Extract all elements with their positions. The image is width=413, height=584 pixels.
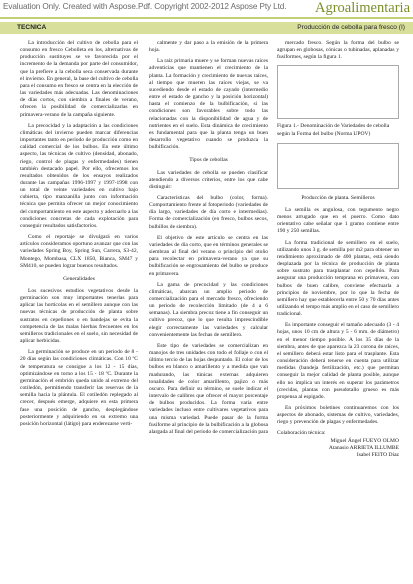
publication-brand: Agroalimentaria: [314, 0, 410, 16]
section-heading-produccion: Producción de planta. Semilleros: [301, 194, 375, 201]
author-line: Atanasio ARRIETA ILLUMBE: [328, 444, 399, 451]
section-header-bar: [0, 22, 413, 34]
figure-1-placeholder: [277, 65, 399, 119]
paragraph: calmente y dar paso a la emisión de la primera hoja.: [149, 40, 268, 54]
paragraph: Es importante conseguir el tamaño adecuado (3 - 4 hojas, unos 10 cm de altura y 5 - 6 mm. de diámetro) en el menor tiempo posible. A los 35 días de la siembra, antes de que aparezca la 23 corona de raíces, el semillero deberá estar listo para el trasplante. Esta consideración deberá tenerse en cuenta para utilizar medidas (bandeja fertilización, etc.) que permitan conseguir la mejor calidad de planta posible, aunque ello no implica un interés en superar los parámetros (crecidas, plantas con pseudotallo grueso es más propensa al espigado.: [277, 322, 399, 400]
paragraph: La precocidad y la adaptación a las condiciones climáticas del invierno pueden marcar diferencias importantes tanto en periodo de producción como en calidad comercial de los bulbos. En este último aspecto, las técnicas de cultivo (densidad, abonado, riego, control de plagas y enfermedades) tienen también destacado papel. Por ello, ofrecemos los resultados obtenidos de los ensayos realizados durante las campañas 1996-1997 y 1997-1998 con un total de veinte variedades en cultivo bajo cubierta, tipo manzanilla junto con información técnica que permita ofrecer un mejor conocimiento del comportamiento en este aspecto y adecuarlo a las condiciones concretas de cada explotación para conseguir resultados satisfactorios.: [20, 122, 138, 229]
text-column-3: [277, 40, 399, 459]
section-label: TECNICA: [17, 24, 47, 31]
paragraph: La raíz primaria muere y se forman nuevas raíces adventicias que mantienen el crecimiento de la planta. La formación y crecimiento de nuevas raíces, al tiempo que mueren las raíces viejas, se va sucediendo desde el estado de cayado (intermedio entre el estado de gancho y la posición horizontal) hasta el comienzo de la bulbificación, si las condiciones son favorables sobre todo las relacionadas con la disponibilidad de agua y de nutrientes en el suelo. Esta dinámica de crecimiento es fundamental para que la planta tenga un buen desarrollo vegetativo cuando se produzca la bulbificación.: [149, 58, 268, 151]
page-title: Producción de cebolla para fresco (I): [297, 24, 405, 31]
paragraph: Este tipo de variedades se comercializan en manojos de tres unidades con todo el follaje o con el último tercio de las hojas despuntado. El color de los bulbos en blanco o amarillento y a medida que van madurando, las túnicas externas adquieren tonalidades de color amarillento, pajizo o más oscuro. Para definir su término, se suele indicar el intervalo de calibres que ofrecer el mayor porcentaje de bulbos producidos. La forma varia entre variedades incluso entre cultivares vegetativos para una misma variedad. Puede pasar de la forma fusiforme al principio de la bulbificación a la globosa alargada al final del periodo de comercialización para: [149, 342, 268, 435]
figure-2-placeholder: [277, 143, 399, 189]
paragraph: La introducción del cultivo de cebolla para el consumo en fresco Cebolleta en los, alternativas de producción sustituyes se ve favorecida por el incremento de la demanda por parte del consumidor, que la prefiere a la cebolla seca conservada durante el invierno. En general, la base del cultivo de cebolla para el consumo en fresco se centra en la elección de las variedades más adecuadas. Las denominaciones de días cortos, con siembra a finales de verano, ofrecen la posibilidad de comercializarlas en primavera-verano de la campaña siguiente.: [20, 40, 138, 118]
text-column-1: [20, 40, 138, 432]
paragraph: La semilla es angulosa, con tegumento negro menos arrugado que en el puerro. Como dato orientativo cabe señalar que 1 gramo contiene entre 190 y 250 semillas.: [277, 206, 399, 235]
paragraph: Como el reportaje se divulgará en varios artículos consideramos oportuno avanzar que con las variedades Spring Boy, Spring Sun, Carrera, S3-42, Montego, Mombasa, CLX 1850, Bianca, SM47 y SM410, se pueden lograr buenos resultados.: [20, 234, 138, 269]
credits-label: Colaboración técnica:: [277, 430, 326, 437]
author-line: Isabel FEITO Díaz: [356, 451, 399, 458]
paragraph: mercado fresco. Según la forma del bulbo se agrupan en globosas, cónicas o tubinadas, aplanadas y fusiformes, según la figura 1.: [277, 40, 399, 61]
paragraph: Características del bulbo (color, forma). Comportamiento frente al fotoperiodo (variedades de día largo, variedades de día corto e intermedias). Forma de comercialización (en fresco, bulbos secos, bulbillos de siembra).: [149, 194, 268, 230]
brand-rule: [0, 17, 413, 19]
paragraph: Los sucesivos estudios vegetativos desde la germinación son muy importantes tenerlas para aplicar las hortícolas en el semillero aunque con las nuevas técnicas de producción de planta sobre sustratos en cepellones o en bandejas se evita la competencia de las malas hierbas frecuentes en los semilleros tradicionales en el suelo, sin necesidad de aplicar herbicidas.: [20, 288, 138, 345]
section-heading-generalidades: Generalidades: [63, 275, 95, 282]
paragraph: La gama de precocidad y las condiciones climáticas, abarcan un amplio periodo de comercialización para el mercado fresco, ofreciendo un periodo de recolección limitado (de 4 a 6 semanas). La siembra precoz tiene a fin conseguir un cultivo precoz, que lo que resulta imprescindible elegir correctamente las variedades y calcular convenientemente las fechas de semillero.: [149, 281, 268, 338]
evaluation-watermark: Evaluation Only. Created with Aspose.Pdf. Copyright 2002-2012 Aspose Pty Ltd.: [3, 2, 287, 11]
paragraph: La germinación se produce en un periodo de 8 - 20 días según las condiciones climáticas. Con 10 ºC de temperatura se consigue a los 12 - 15 días, optimizándose en torno a los 15 - 18 ºC. Durante la germinación el embrión queda unido al extremo del cotiledón, permitiendo transferir las reservas de la semilla hacia la plántula. El cotiledón replegado al crecer, después emerge, adquiere en esta primera fase una posición de gancho, desplegándose posteriormente y adquiriendo en su extremo una posición horizontal (látigo) para enderezarse verti-: [20, 349, 138, 427]
paragraph: En próximos boletines continuaremos con los aspectos de abonado, sistemas de cultivo, variedades, riego y prevención de plagas y enfermedades.: [277, 405, 399, 426]
figure-1-caption: Figura 1.- Denominación de Variedades de cebolla según la Forma del bulbo (Norma UPOV): [277, 123, 390, 137]
paragraph: Las variedades de cebolla se pueden clasificar atendiendo a diversos criterios, entre los que cabe distinguir:: [149, 169, 268, 190]
paragraph: La forma tradicional de semillero en el suelo, utilizando unos 3 g. de semilla por m2 para obtener un rendimiento aproximado de 400 plantas, está siendo desplazada por la técnica de producción de planta sobre sustrato para trasplantar con cepellón. Para asegurar una producción temprana en primavera, con bulbos de buen calibre, conviene efectuarla a principios de noviembre, por lo que la fecha de semillero hay que establecerla entre 50 y 70 días antes utilizando el tempo más amplio en el caso de semillero tradicional.: [277, 239, 399, 318]
author-line: Miguel Ángel FUEYO OLMO: [330, 437, 399, 444]
paragraph: El objetivo de este artículo se centra en las variedades de día corto, que en términos generales se siembran al final del verano o principio del otoño para recolectar en primavera-verano ya que su bulbificación se engrosamiento del bulbo se produce en primavera.: [149, 234, 268, 277]
text-column-2: [149, 40, 268, 440]
section-heading-tipos: Tipos de cebollas: [189, 157, 228, 164]
